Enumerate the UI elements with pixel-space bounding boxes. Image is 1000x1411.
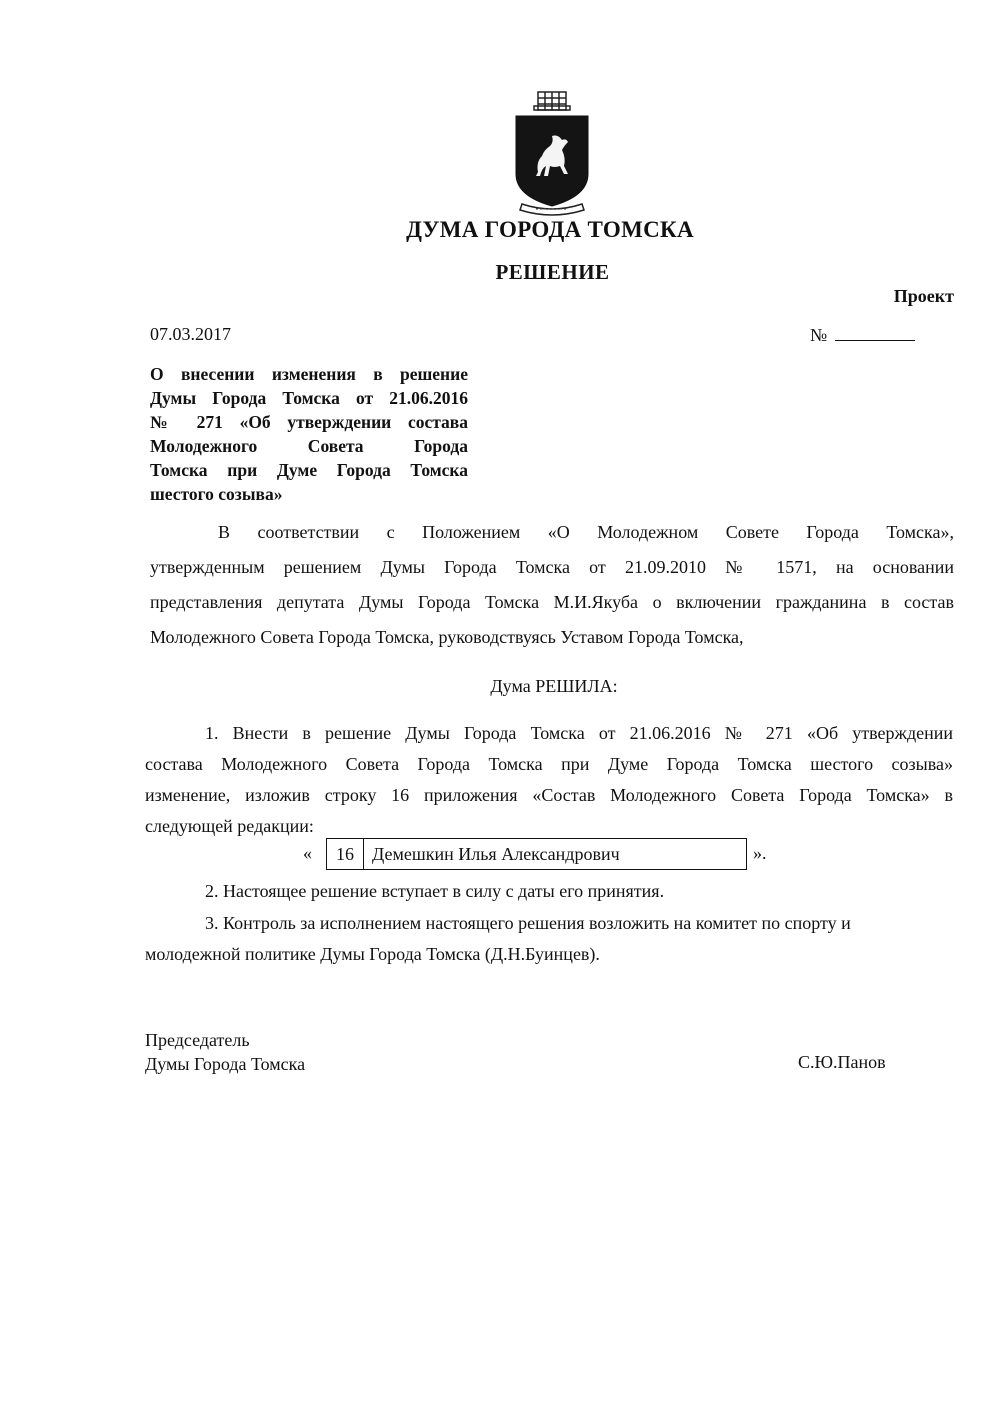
row-number-cell: 16 bbox=[327, 839, 364, 870]
amended-row-table bbox=[326, 838, 747, 870]
signer-position-line: Председатель bbox=[145, 1030, 250, 1050]
member-name-cell: Демешкин Илья Александрович bbox=[364, 839, 747, 870]
item-3-line: 3. Контроль за исполнением настоящего решения возложить на комитет по спорту и bbox=[205, 913, 851, 933]
preamble-paragraph bbox=[150, 515, 954, 655]
item-1-line: изменение, изложив строку 16 приложения «Состав Молодежного Совета Города Томска» в bbox=[145, 785, 953, 805]
subject-line: шестого созыва» bbox=[150, 484, 283, 504]
document-number bbox=[810, 324, 915, 346]
number-blank-line bbox=[835, 324, 915, 341]
document-subject bbox=[150, 362, 468, 506]
document-date: 07.03.2017 bbox=[150, 324, 231, 344]
signer-name: С.Ю.Панов bbox=[798, 1052, 886, 1072]
item-2-paragraph: 2. Настоящее решение вступает в силу с даты его принятия. bbox=[205, 881, 665, 901]
table-row bbox=[327, 839, 747, 870]
resolved-heading: Дума РЕШИЛА: bbox=[490, 676, 618, 696]
item-1-line: состава Молодежного Совета Города Томска при Думе Города Томска шестого созыва» bbox=[145, 754, 953, 774]
open-quote: « bbox=[303, 843, 312, 863]
close-quote: ». bbox=[753, 843, 767, 863]
item-1-paragraph bbox=[145, 718, 953, 842]
preamble-line: представления депутата Думы Города Томска М.И.Якуба о включении гражданина в состав bbox=[150, 592, 954, 612]
number-label: № bbox=[810, 325, 828, 345]
preamble-line: В соответствии с Положением «О Молодежном Совете Города Томска», bbox=[218, 522, 954, 542]
signer-position bbox=[145, 1028, 305, 1076]
subject-line: Думы Города Томска от 21.06.2016 bbox=[150, 388, 468, 408]
preamble-line: Молодежного Совета Города Томска, руководствуясь Уставом Города Томска, bbox=[150, 627, 744, 647]
subject-line: Молодежного Совета Города bbox=[150, 436, 468, 456]
tomsk-coat-of-arms-icon bbox=[508, 88, 596, 218]
organization-title: ДУМА ГОРОДА ТОМСКА bbox=[406, 217, 694, 242]
signer-position-line: Думы Города Томска bbox=[145, 1054, 306, 1074]
subject-line: Томска при Думе Города Томска bbox=[150, 460, 468, 480]
preamble-line: утвержденным решением Думы Города Томска от 21.09.2010 № 1571, на основании bbox=[150, 557, 954, 577]
item-3-paragraph bbox=[145, 908, 935, 970]
subject-line: № 271 «Об утверждении состава bbox=[150, 412, 468, 432]
item-1-line: 1. Внести в решение Думы Города Томска от 21.06.2016 № 271 «Об утверждении bbox=[205, 723, 953, 743]
draft-mark: Проект bbox=[893, 286, 954, 306]
document-type-heading: РЕШЕНИЕ bbox=[495, 260, 610, 284]
item-3-line: молодежной политике Думы Города Томска (Д.Н.Буинцев). bbox=[145, 944, 600, 964]
subject-line: О внесении изменения в решение bbox=[150, 364, 468, 384]
item-1-line: следующей редакции: bbox=[145, 816, 314, 836]
